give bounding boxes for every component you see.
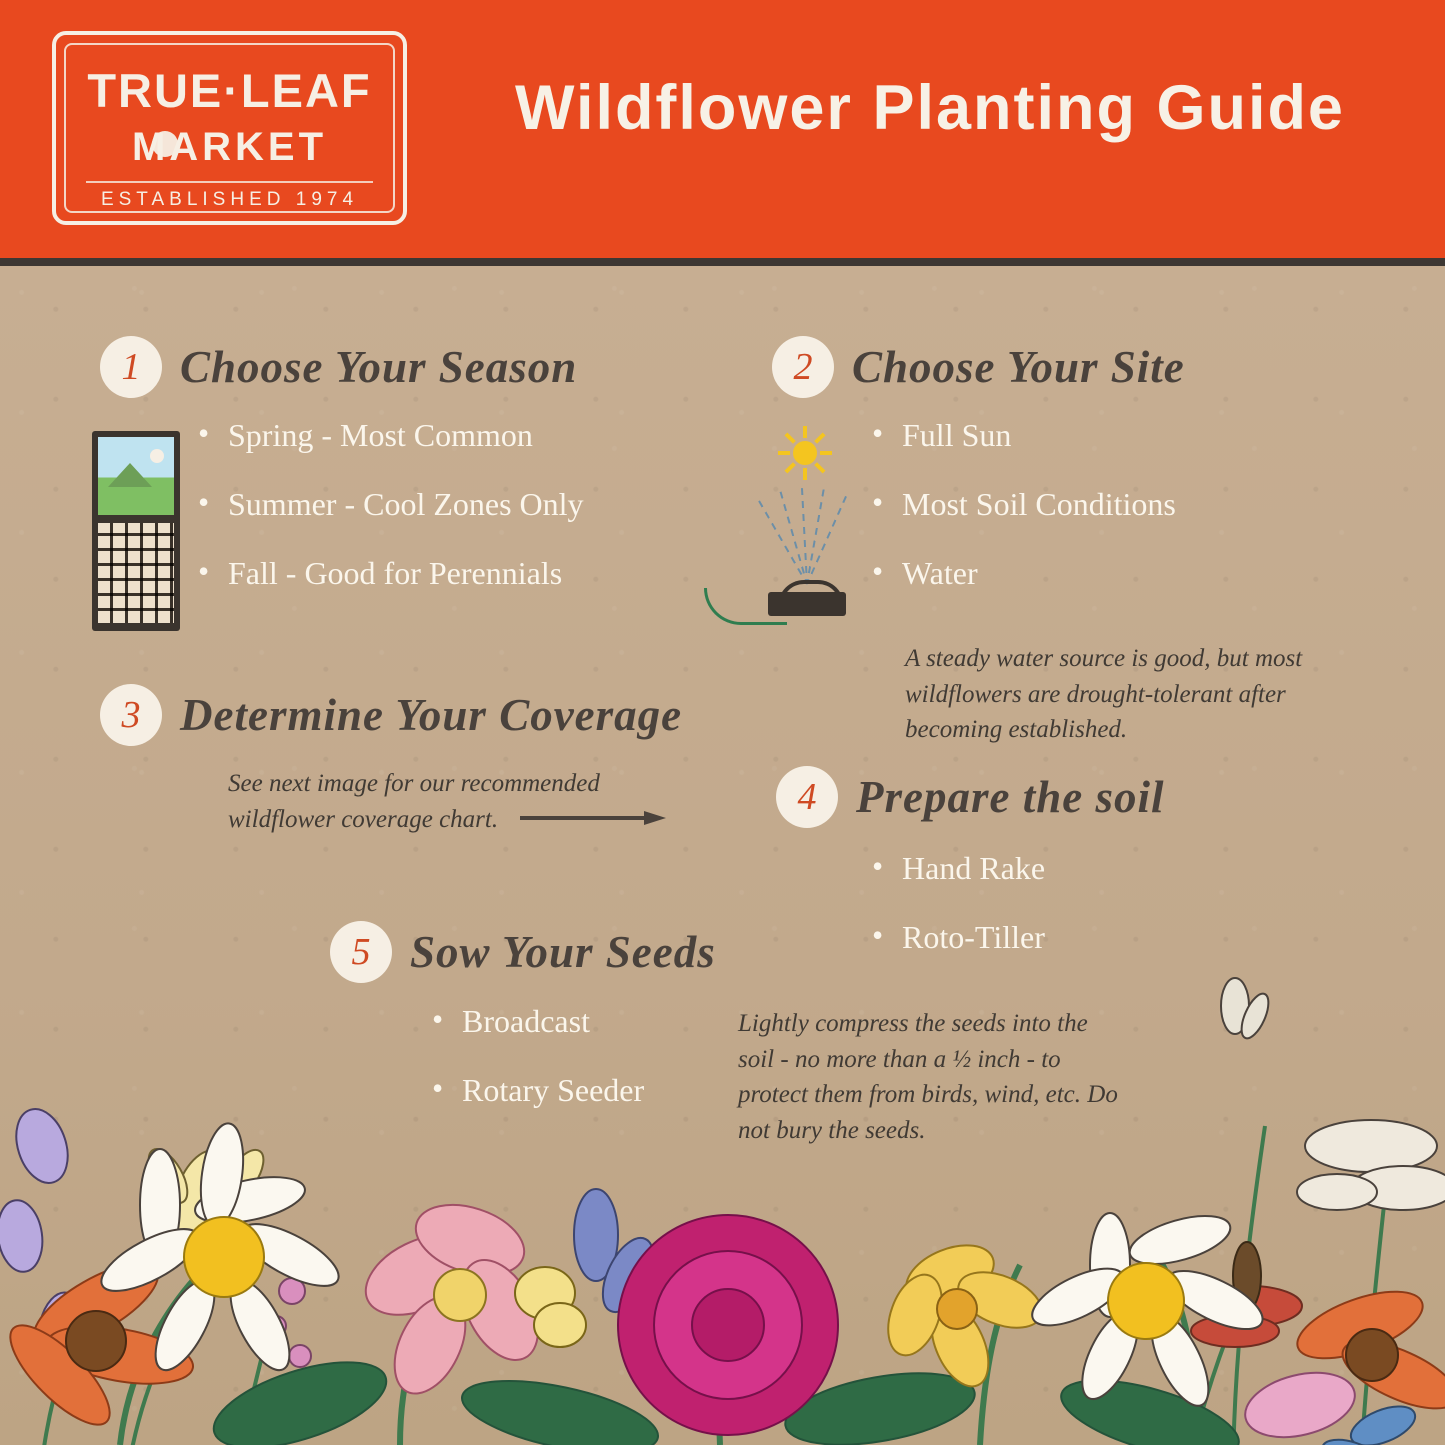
sun-ray — [803, 468, 807, 480]
sun-ray — [778, 451, 790, 455]
list-item: • Broadcast — [432, 1004, 644, 1039]
list-item: • Full Sun — [872, 418, 1176, 453]
packet-grid — [98, 523, 174, 623]
step-3-note: See next image for our recommended wildflower coverage chart. — [228, 770, 600, 833]
sun-ray — [814, 462, 825, 473]
arrow-head — [644, 811, 666, 825]
list-item: • Most Soil Conditions — [872, 487, 1176, 522]
header-divider — [0, 258, 1445, 266]
sun-ray — [814, 432, 825, 443]
step-5-note: Lightly compress the seeds into the soil - no more than a ½ inch - to protect them from birds, wind, etc. Do not bury the seeds. — [738, 1010, 1118, 1144]
list-item: • Summer - Cool Zones Only — [198, 487, 584, 522]
step-3-title: Determine Your Coverage — [180, 690, 683, 740]
step-1-header — [100, 336, 577, 398]
step-1-title: Choose Your Season — [180, 342, 578, 392]
sun-ray — [803, 426, 807, 438]
step-4 — [776, 766, 1164, 828]
step-1-list — [198, 418, 584, 626]
step-5-header — [330, 921, 716, 983]
sun-core — [793, 441, 817, 465]
list-item: • Fall - Good for Perennials — [198, 556, 584, 591]
page-title: Wildflower Planting Guide — [515, 73, 1345, 143]
step-5 — [330, 921, 716, 983]
arrow-shaft — [520, 816, 646, 820]
flower-illustration-bottom — [0, 1025, 1445, 1445]
water-spray — [758, 500, 808, 584]
packet-image — [98, 437, 174, 515]
step-5-title: Sow Your Seeds — [410, 927, 716, 977]
list-item: • Water — [872, 556, 1176, 591]
water-spray — [806, 496, 847, 585]
step-3-number: 3 — [100, 684, 162, 746]
garden-hose — [704, 588, 787, 625]
step-3-header — [100, 684, 682, 746]
step-1-number: 1 — [100, 336, 162, 398]
flower-illustration-left — [0, 1026, 330, 1445]
packet-sun-icon — [150, 449, 164, 463]
step-2-list — [872, 418, 1176, 626]
list-item: • Rotary Seeder — [432, 1073, 644, 1108]
list-item: • Hand Rake — [872, 851, 1045, 886]
guide-body — [0, 266, 1445, 1445]
step-2 — [772, 336, 1185, 398]
step-4-header — [776, 766, 1164, 828]
step-2-header — [772, 336, 1185, 398]
sun-ray — [784, 462, 795, 473]
step-2-note: A steady water source is good, but most wildflowers are drought-tolerant after becoming established. — [905, 645, 1303, 743]
sun-icon — [778, 426, 832, 480]
sun-ray — [784, 432, 795, 443]
list-item: • Spring - Most Common — [198, 418, 584, 453]
flower-illustration-right — [1115, 946, 1445, 1445]
logo-established-text: ESTABLISHED 1974 — [100, 189, 359, 210]
step-1 — [100, 336, 577, 398]
step-3 — [100, 684, 682, 746]
header-banner — [0, 0, 1445, 258]
step-4-title: Prepare the soil — [856, 772, 1165, 822]
step-5-list — [432, 1004, 644, 1142]
seed-packet-icon — [92, 431, 180, 631]
sprinkler-icon — [700, 488, 870, 638]
step-2-number: 2 — [772, 336, 834, 398]
step-5-number: 5 — [330, 921, 392, 983]
step-4-list — [872, 851, 1045, 989]
sun-ray — [820, 451, 832, 455]
step-4-number: 4 — [776, 766, 838, 828]
water-spray — [806, 489, 825, 584]
logo-line-2: MARKET — [131, 125, 328, 169]
step-2-title: Choose Your Site — [852, 342, 1185, 392]
arrow-right-icon — [520, 811, 666, 825]
logo-divider — [86, 181, 373, 183]
logo-line-1: TRUE·LEAF — [87, 64, 372, 117]
list-item: • Roto-Tiller — [872, 920, 1045, 955]
brand-logo — [52, 31, 407, 225]
